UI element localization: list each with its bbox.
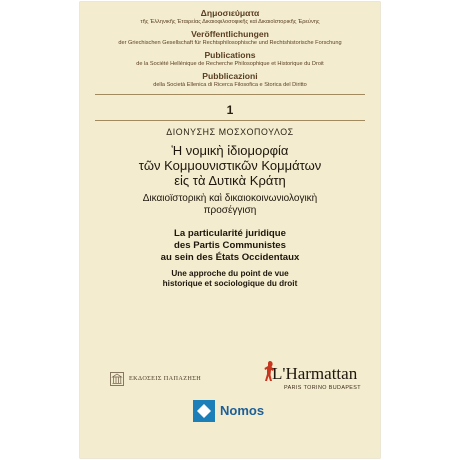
- harmattan-logo: [262, 360, 372, 400]
- series-title-greek: Δημοσιεύματα: [200, 8, 260, 18]
- french-subtitle-line: historique et sociologique du droit: [162, 279, 298, 288]
- nomos-diamond-icon: [193, 400, 215, 422]
- papazisi-emblem-icon: [110, 372, 124, 386]
- papazisi-publisher: [110, 372, 210, 388]
- series-title-german: Veröffentlichungen: [191, 29, 269, 39]
- series-title-italian: Pubblicazioni: [202, 71, 258, 81]
- author-name: ΔΙΟΝΥΣΗΣ ΜΟΣΧΟΠΟΥΛΟΣ: [166, 127, 294, 137]
- french-subtitle-line: Une approche du point de vue: [171, 269, 289, 278]
- harmattan-name: L'Harmattan: [272, 364, 358, 383]
- greek-title-line: Ἡ νομικὴ ἰδιομορφία: [171, 143, 289, 158]
- french-title-line: La particularité juridique: [174, 228, 286, 239]
- series-subtitle-italian: della Società Ellenica di Ricerca Filosofica e Storica del Diritto: [153, 82, 307, 88]
- french-title-line: au sein des États Occidentaux: [160, 252, 300, 263]
- series-title-french: Publications: [204, 50, 256, 60]
- series-subtitle-german: der Griechischen Gesellschaft für Rechtsphilosophische und Rechtshistorische Forschung: [118, 40, 342, 46]
- greek-title-line: τῶν Κομμουνιστικῶν Κομμάτων: [138, 158, 322, 173]
- greek-subtitle-line: προσέγγιση: [203, 205, 257, 216]
- greek-subtitle-line: Δικαιοϊστορικὴ καὶ δικαιοκοινωνιολογικὴ: [142, 193, 318, 204]
- header-divider: [95, 94, 365, 95]
- series-number: 1: [226, 103, 234, 117]
- series-subtitle-french: de la Société Hellénique de Recherche Philosophique et Historique du Droit: [136, 61, 324, 67]
- french-title-line: des Partis Communistes: [174, 240, 286, 251]
- nomos-logo: [193, 400, 271, 422]
- nomos-name: Nomos: [220, 403, 265, 418]
- book-cover: [80, 2, 380, 458]
- papazisi-name: ΕΚΔΟΣΕΙΣ ΠΑΠΑΖΗΣΗ: [129, 375, 202, 382]
- greek-title-line: εἰς τὰ Δυτικὰ Κράτη: [174, 173, 286, 188]
- series-subtitle-greek: τῆς Ἑλληνικῆς Ἑταιρείας Δικαιοφιλοσοφικῆς καὶ Δικαιοϊστορικῆς Ἐρεύνης: [140, 19, 320, 25]
- series-number-divider: [95, 120, 365, 121]
- harmattan-cities: PARIS TORINO BUDAPEST: [284, 385, 361, 391]
